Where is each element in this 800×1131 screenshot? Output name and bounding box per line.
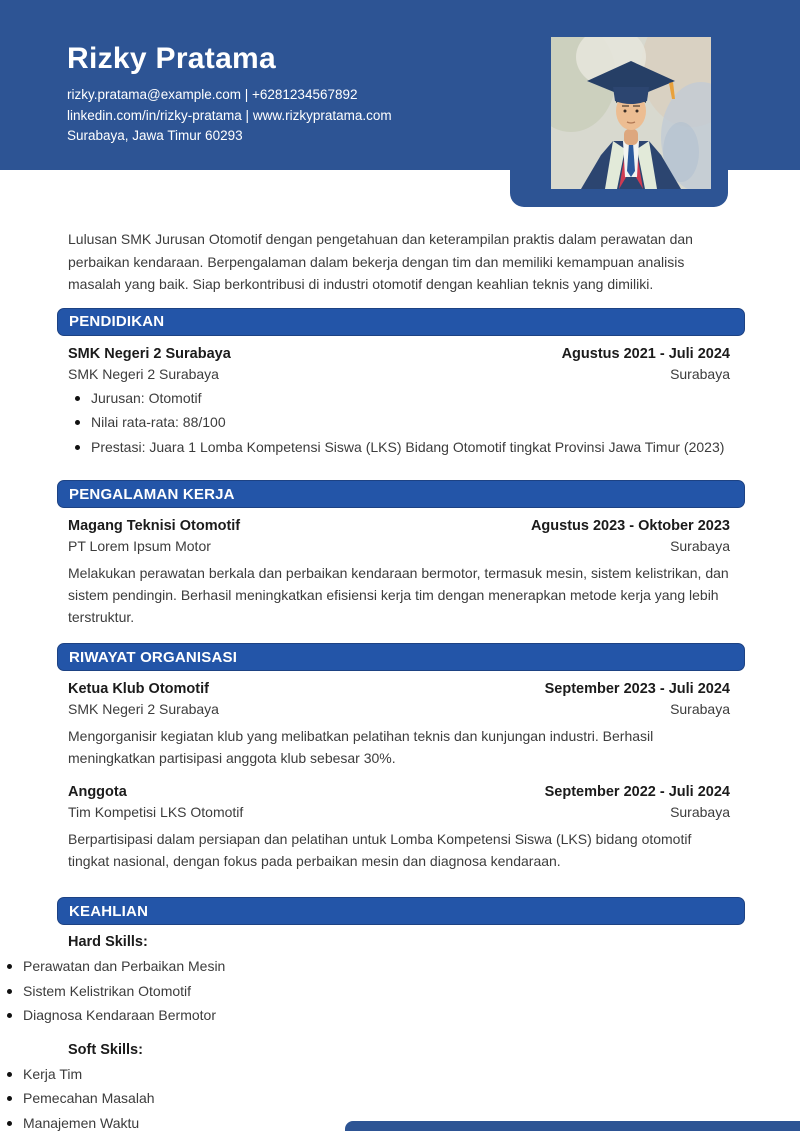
job-title: Magang Teknisi Otomotif [68,518,241,534]
hard-skill-item: Sistem Kelistrikan Otomotif [2,982,800,1002]
contact-email-phone: rizky.pratama@example.com | +6281234567892 [67,87,358,102]
hard-skills-label: Hard Skills: [68,934,148,950]
job-dates: Agustus 2023 - Oktober 2023 [530,518,730,534]
graduation-photo [551,37,711,189]
education-bullet: Jurusan: Otomotif [70,389,730,409]
section-header-riwayat-organisasi [57,643,745,671]
company-name: PT Lorem Ipsum Motor [68,538,211,554]
org-dates: September 2023 - Juli 2024 [544,681,730,697]
job-location: Surabaya [670,538,730,554]
soft-skills-label: Soft Skills: [68,1041,143,1058]
section-title: KEAHLIAN [69,902,149,920]
resume-content [0,228,800,1131]
org-dates: September 2022 - Juli 2024 [544,784,730,800]
soft-skill-item: Kerja Tim [2,1065,800,1085]
org-description: Mengorganisir kegiatan klub yang melibatkan pelatihan teknis dan kunjungan industri. Berhasil meningkatkan partisipasi anggota klub sebesar 30%. [68,728,654,766]
footer-accent-strip [345,1121,800,1131]
education-location: Surabaya [670,365,730,382]
org-name: SMK Negeri 2 Surabaya [68,701,219,717]
education-bullet-list [70,389,730,458]
education-entry [68,346,730,458]
candidate-name: Rizky Pratama [67,42,277,75]
hard-skill-item: Perawatan dan Perbaikan Mesin [2,957,800,977]
org-location: Surabaya [670,701,730,717]
education-bullet: Nilai rata-rata: 88/100 [70,413,730,433]
organization-entry [68,784,730,872]
education-bullet: Prestasi: Juara 1 Lomba Kompetensi Siswa (LKS) Bidang Otomotif tingkat Provinsi Jawa Timur (2023) [70,438,730,458]
org-role: Ketua Klub Otomotif [68,681,209,697]
org-name: Tim Kompetisi LKS Otomotif [68,804,244,820]
organization-entry [68,681,730,769]
section-title: PENGALAMAN KERJA [69,485,235,503]
contact-links: linkedin.com/in/rizky-pratama | www.rizkypratama.com [67,107,392,123]
photo-card [510,0,728,207]
hard-skill-item: Diagnosa Kendaraan Bermotor [2,1006,800,1026]
org-description: Berpartisipasi dalam persiapan dan pelatihan untuk Lomba Kompetensi Siswa (LKS) bidang otomotif tingkat nasional, dengan fokus pada perbaikan mesin dan diagnosa kendaraan. [68,831,692,869]
section-header-pengalaman-kerja [57,480,745,508]
section-header-pendidikan [57,308,745,336]
job-description: Melakukan perawatan berkala dan perbaikan kendaraan bermotor, termasuk mesin, sistem kelistrikan, dan sistem pendingin. Berhasil meningkatkan efisiensi kerja tim dengan menerapkan metode kerja yang lebih terstruktur. [68,565,729,625]
school-subtitle: SMK Negeri 2 Surabaya [68,365,219,382]
contact-address: Surabaya, Jawa Timur 60293 [67,128,243,143]
soft-skill-item: Pemecahan Masalah [2,1089,800,1109]
org-role: Anggota [68,784,127,800]
profile-summary: Lulusan SMK Jurusan Otomotif dengan pengetahuan dan keterampilan praktis dalam perawatan dan perbaikan kendaraan. Berpengalaman dalam bekerja dengan tim dan memiliki kemampuan analisis masalah yang baik. Siap berkontribusi di industri otomotif dengan keahlian teknis yang dimiliki. [68,231,693,292]
section-title: RIWAYAT ORGANISASI [69,648,238,666]
work-entry [68,518,730,628]
org-location: Surabaya [670,804,730,820]
section-title: PENDIDIKAN [69,313,165,330]
education-dates: Agustus 2021 - Juli 2024 [561,345,730,362]
soft-skill-item: Manajemen Waktu [2,1114,800,1131]
header-text-block [67,42,392,147]
school-name: SMK Negeri 2 Surabaya [68,345,231,362]
hard-skills-list [2,957,800,1026]
section-header-keahlian [57,897,745,925]
